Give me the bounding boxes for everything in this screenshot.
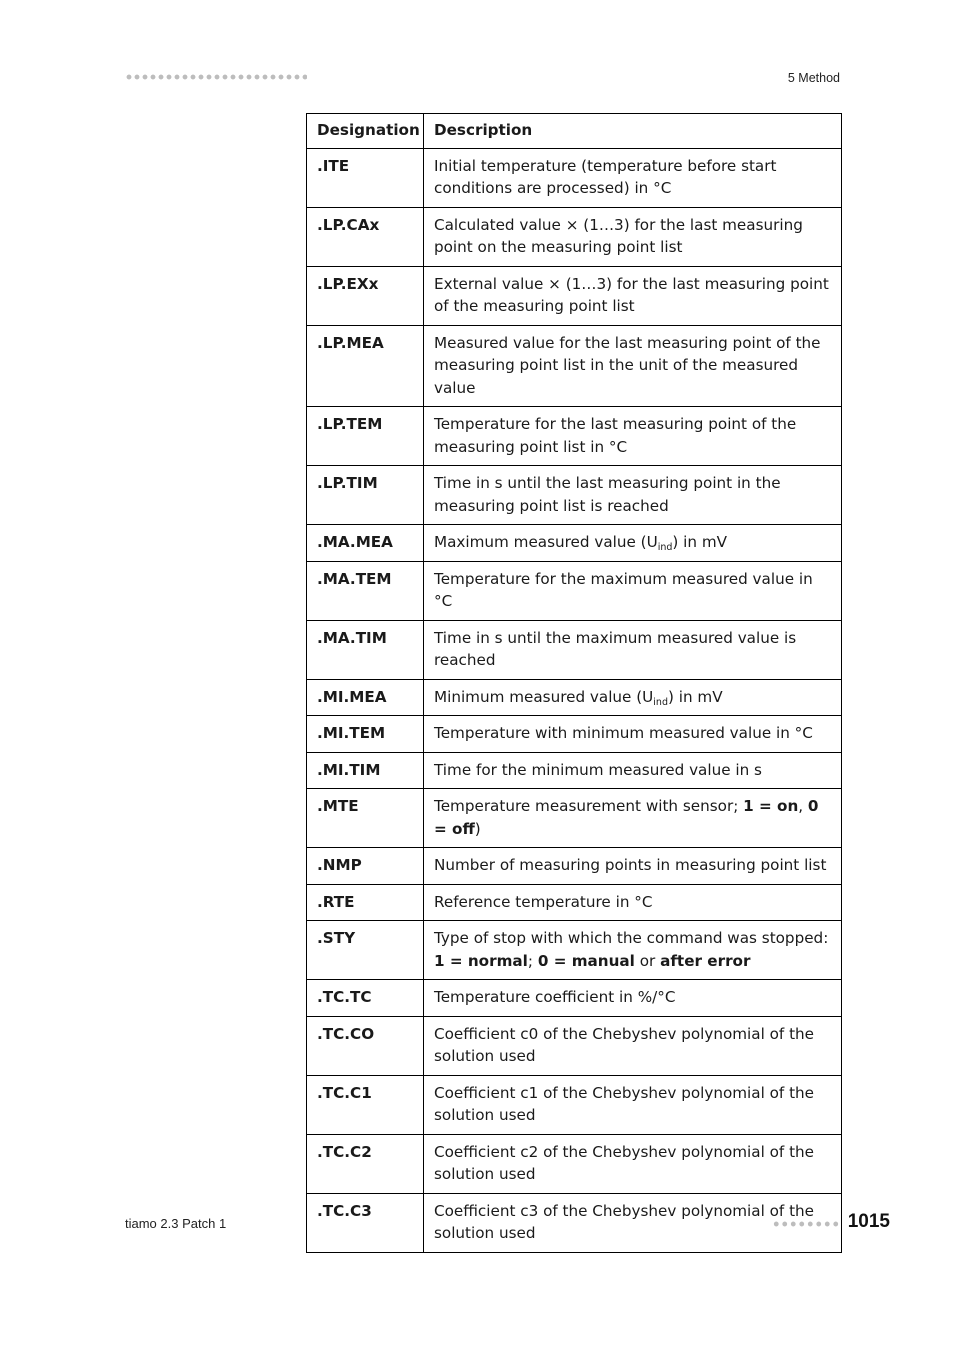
description-text: Temperature measurement with sensor;	[434, 797, 744, 815]
description-text: ) in mV	[672, 533, 728, 551]
designation-cell: .LP.EXx	[307, 266, 424, 325]
description-cell	[424, 620, 842, 679]
designation-cell: .TC.TC	[307, 980, 424, 1017]
designation-cell: .LP.TIM	[307, 466, 424, 525]
designation-cell: .MI.TEM	[307, 716, 424, 753]
description-text: Temperature coefficient in %/°C	[434, 988, 676, 1006]
description-text: Temperature with minimum measured value in °C	[434, 724, 813, 742]
description-cell	[424, 407, 842, 466]
description-text: Coefficient c1 of the Chebyshev polynomial of the solution used	[434, 1083, 815, 1124]
designation-cell: .LP.CAx	[307, 207, 424, 266]
description-text: )	[474, 819, 481, 838]
designation-cell: .TC.CO	[307, 1016, 424, 1075]
description-text: Calculated value × (1…3) for the last measuring point on the measuring point list	[434, 215, 803, 256]
designation-cell: .MA.TIM	[307, 620, 424, 679]
table-row	[307, 1075, 842, 1134]
table-row	[307, 561, 842, 620]
designation-cell: .LP.TEM	[307, 407, 424, 466]
description-cell	[424, 884, 842, 921]
subscript-text: ind	[657, 542, 673, 553]
description-text: ,	[798, 797, 808, 815]
bold-text: after error	[660, 951, 751, 970]
description-text: or	[634, 951, 661, 970]
subscript-text: ind	[653, 696, 668, 708]
description-text: Time for the minimum measured value in s	[434, 760, 762, 779]
description-text: Coefficient c2 of the Chebyshev polynomial of the solution used	[434, 1142, 815, 1183]
description-cell	[424, 266, 842, 325]
description-text: Reference temperature in °C	[434, 892, 653, 911]
table-header-row	[307, 114, 842, 149]
description-cell	[424, 148, 842, 207]
description-cell	[424, 848, 842, 885]
table-row	[307, 716, 842, 753]
bold-text: 1 = on	[743, 797, 799, 815]
result-variables-table	[306, 113, 842, 1253]
table-row	[307, 921, 842, 980]
description-text: Number of measuring points in measuring point list	[434, 856, 827, 874]
designation-cell: .NMP	[307, 848, 424, 885]
table-row	[307, 1016, 842, 1075]
table-row	[307, 980, 842, 1017]
designation-cell: .MA.TEM	[307, 561, 424, 620]
column-header-description: Description	[424, 114, 842, 149]
designation-cell: .TC.C3	[307, 1193, 424, 1252]
description-text: External value × (1…3) for the last measuring point of the measuring point list	[434, 274, 829, 315]
table-row	[307, 266, 842, 325]
description-text: Temperature for the last measuring point of the measuring point list in °C	[434, 415, 797, 456]
description-cell	[424, 325, 842, 407]
table-row	[307, 789, 842, 848]
table-row	[307, 466, 842, 525]
description-text: Time in s until the last measuring point in the measuring point list is reached	[434, 474, 781, 515]
description-text: Minimum measured value (U	[434, 687, 654, 706]
page-number: 1015	[847, 1211, 890, 1232]
description-cell	[424, 207, 842, 266]
table-row	[307, 679, 842, 716]
table-row	[307, 148, 842, 207]
designation-cell: .MA.MEA	[307, 525, 424, 562]
table-row	[307, 752, 842, 789]
description-text: ) in mV	[667, 687, 723, 706]
description-cell	[424, 789, 842, 848]
table-body	[307, 148, 842, 1252]
bold-text: 0 = off	[434, 797, 819, 838]
description-cell	[424, 716, 842, 753]
description-cell	[424, 752, 842, 789]
designation-cell: .STY	[307, 921, 424, 980]
table-row	[307, 407, 842, 466]
description-text: Time in s until the maximum measured value is reached	[434, 628, 797, 669]
table-row	[307, 525, 842, 562]
description-text: ;	[527, 951, 538, 970]
footer-product: tiamo 2.3 Patch 1	[125, 1216, 227, 1231]
designation-cell: .MI.TIM	[307, 752, 424, 789]
footer-decoration-dots	[772, 1220, 840, 1228]
description-text: Measured value for the last measuring point of the measuring point list in the unit of the measured value	[434, 333, 821, 397]
column-header-designation: Designation	[307, 114, 424, 149]
table-row	[307, 848, 842, 885]
description-text: Coefficient c0 of the Chebyshev polynomial of the solution used	[434, 1024, 815, 1065]
table-row	[307, 1193, 842, 1252]
table-row	[307, 207, 842, 266]
designation-cell: .MTE	[307, 789, 424, 848]
table-row	[307, 884, 842, 921]
description-cell	[424, 1016, 842, 1075]
description-text: Temperature for the maximum measured value in °C	[434, 569, 813, 610]
designation-cell: .LP.MEA	[307, 325, 424, 407]
designation-cell: .RTE	[307, 884, 424, 921]
description-cell	[424, 679, 842, 716]
designation-cell: .ITE	[307, 148, 424, 207]
description-cell	[424, 1134, 842, 1193]
table-row	[307, 1134, 842, 1193]
description-cell	[424, 1075, 842, 1134]
bold-text: 1 = normal	[434, 951, 528, 970]
description-cell	[424, 980, 842, 1017]
description-text: Coefficient c3 of the Chebyshev polynomial of the solution used	[434, 1201, 815, 1242]
designation-cell: .TC.C1	[307, 1075, 424, 1134]
bold-text: 0 = manual	[537, 951, 635, 970]
table-row	[307, 325, 842, 407]
description-cell	[424, 561, 842, 620]
description-text: Maximum measured value (U	[434, 533, 658, 551]
designation-cell: .MI.MEA	[307, 679, 424, 716]
description-cell	[424, 525, 842, 562]
description-cell	[424, 466, 842, 525]
description-cell	[424, 921, 842, 980]
description-text: Initial temperature (temperature before start conditions are processed) in °C	[434, 156, 777, 197]
section-title: 5 Method	[787, 71, 840, 85]
table-row	[307, 620, 842, 679]
description-text: Type of stop with which the command was stopped:	[434, 929, 829, 947]
designation-cell: .TC.C2	[307, 1134, 424, 1193]
header-decoration-dots	[125, 73, 307, 81]
